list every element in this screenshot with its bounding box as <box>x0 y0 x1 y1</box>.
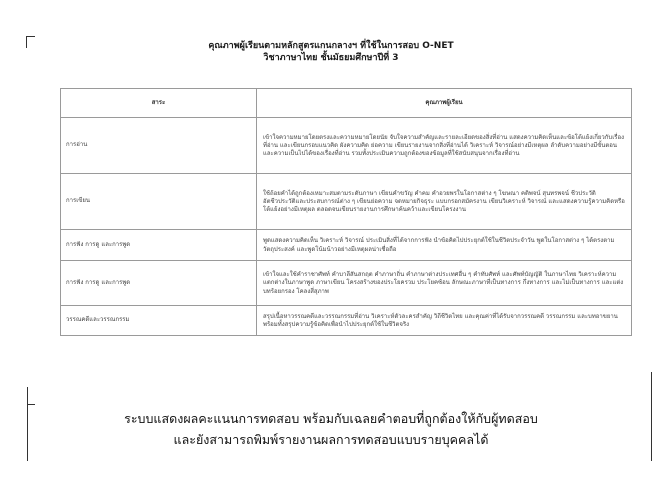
table-row <box>61 306 632 336</box>
row-strand: การอ่าน <box>61 118 257 174</box>
document-title <box>0 40 662 64</box>
row-quality: พูดแสดงความคิดเห็น วิเคราะห์ วิจารณ์ ประเมินสิ่งที่ได้จากการฟัง นำข้อคิดไปประยุกต์ใช้ในชีวิตประจำวัน พูดในโอกาสต่าง ๆ ได้ตรงตามวัตถุประสงค์ และพูดโน้มน้าวอย่างมีเหตุผลน่าเชื่อถือ <box>257 230 632 261</box>
row-quality: สรุปเนื้อหาวรรณคดีและวรรณกรรมที่อ่าน วิเคราะห์ตัวละครสำคัญ วิถีชีวิตไทย และคุณค่าที่ได้รับจากวรรณคดี วรรณกรรม และบทอาขยาน พร้อมทั้งสรุปความรู้ข้อคิดเพื่อนำไปประยุกต์ใช้ในชีวิตจริง <box>257 306 632 336</box>
header-strand: สาระ <box>61 89 257 118</box>
header-quality: คุณภาพผู้เรียน <box>257 89 632 118</box>
learner-quality-table <box>60 88 632 336</box>
row-strand: การฟัง การดู และการพูด <box>61 230 257 261</box>
row-strand: การฟัง การดู และการพูด <box>61 261 257 306</box>
table-row <box>61 118 632 174</box>
table-header-row <box>61 89 632 118</box>
table-row <box>61 230 632 261</box>
footer-line-1: ระบบแสดงผลคะแนนการทดสอบ พร้อมกับเฉลยคำตอบที่ถูกต้องให้กับผู้ทดสอบ <box>124 411 538 426</box>
row-quality: ใช้ถ้อยคำได้ถูกต้องเหมาะสมตามระดับภาษา เขียนคำขวัญ คำคม คำอวยพรในโอกาสต่าง ๆ โฆษณา คติพจน์ สุนทรพจน์ ชีวประวัติ อัตชีวประวัติและประสบการณ์ต่าง ๆ เขียนย่อความ จดหมายกิจธุระ แบบกรอกสมัครงาน เขียนวิเคราะห์ วิจารณ์ และแสดงความรู้ความคิดหรือโต้แย้งอย่างมีเหตุผล ตลอดจนเขียนรายงานการศึกษาค้นคว้าและเขียนโครงงาน <box>257 174 632 230</box>
title-line-2: วิชาภาษาไทย ชั้นมัธยมศึกษาปีที่ 3 <box>263 53 399 63</box>
footer-caption <box>0 408 662 450</box>
row-quality: เข้าใจความหมายโดยตรงและความหมายโดยนัย จับใจความสำคัญและรายละเอียดของสิ่งที่อ่าน แสดงความคิดเห็นและข้อโต้แย้งเกี่ยวกับเรื่องที่อ่าน และเขียนกรอบแนวคิด ผังความคิด ย่อความ เขียนรายงานจากสิ่งที่อ่านได้ วิเคราะห์ วิจารณ์อย่างมีเหตุผล ลำดับความอย่างมีขั้นตอน และความเป็นไปได้ของเรื่องที่อ่าน รวมทั้งประเมินความถูกต้องของข้อมูลที่ใช้สนับสนุนจากเรื่องที่อ่าน <box>257 118 632 174</box>
row-strand: การเขียน <box>61 174 257 230</box>
frame-bottom-left-horizontal <box>27 404 35 405</box>
footer-line-2: และยังสามารถพิมพ์รายงานผลการทดสอบแบบรายบุคคลได้ <box>173 432 489 447</box>
row-strand: วรรณคดีและวรรณกรรม <box>61 306 257 336</box>
frame-top-left-horizontal <box>26 36 35 37</box>
row-quality: เข้าใจและใช้คำราชาศัพท์ คำบาลีสันสกฤต คำภาษาถิ่น คำภาษาต่างประเทศอื่น ๆ คำทับศัพท์ และศัพท์บัญญัติ ในภาษาไทย วิเคราะห์ความแตกต่างในภาษาพูด ภาษาเขียน โครงสร้างของประโยครวม ประโยคซ้อน ลักษณะภาษาที่เป็นทางการ กึ่งทางการ และไม่เป็นทางการ และแต่งบทร้อยกรอง โคลงสี่สุภาพ <box>257 261 632 306</box>
table <box>60 88 632 336</box>
table-row <box>61 261 632 306</box>
table-row <box>61 174 632 230</box>
title-line-1: คุณภาพผู้เรียนตามหลักสูตรแกนกลางฯ ที่ใช้ในการสอบ O-NET <box>208 41 454 51</box>
